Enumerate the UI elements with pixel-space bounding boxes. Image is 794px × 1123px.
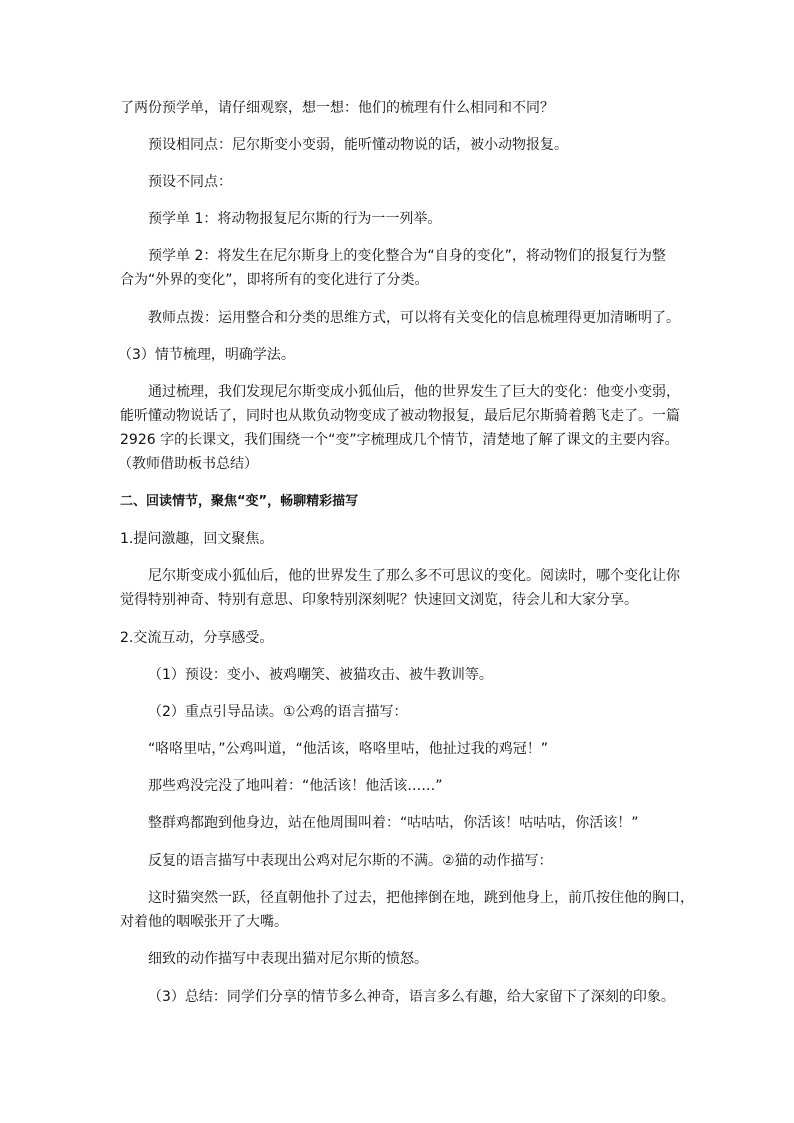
text-line: 了两份预学单，请仔细观察，想一想：他们的梳理有什么相同和不同？ (120, 100, 554, 116)
text-line: 预学单 1：将动物报复尼尔斯的行为一一列举。 (148, 211, 442, 227)
text-line: （3）总结：同学们分享的情节多么神奇，语言多么有趣，给大家留下了深刻的印象。 (148, 989, 675, 1005)
text-line: 尼尔斯变成小狐仙后，他的世界发生了那么多不可思议的变化。阅读时，哪个变化让你 (148, 568, 680, 584)
text-line: 反复的语言描写中表现出公鸡对尼尔斯的不满。②猫的动作描写： (148, 853, 553, 869)
text-line: 细致的动作描写中表现出猫对尼尔斯的愤怒。 (148, 951, 428, 967)
text-line: （1）预设：变小、被鸡嘲笑、被猫攻击、被牛教训等。 (148, 667, 493, 683)
quote-line: “咯咯里咕，”公鸡叫道，“他活该，咯咯里咕，他扯过我的鸡冠！” (148, 741, 549, 757)
text-line: 觉得特别神奇、特别有意思、印象特别深刻呢？快速回文浏览，待会儿和大家分享。 (120, 592, 638, 608)
text-line: 能听懂动物说话了，同时也从欺负动物变成了被动物报复，最后尼尔斯骑着鹅飞走了。一篇 (120, 408, 680, 424)
text-line: 教师点拨：运用整合和分类的思维方式，可以将有关变化的信息梳理得更加清晰明了。 (148, 310, 680, 326)
text-line: （教师借助板书总结） (118, 456, 258, 472)
text-line: 2926 字的长课文，我们围绕一个“变”字梳理成几个情节，清楚地了解了课文的主要内容。 (120, 432, 679, 448)
quote-line: 这时猫突然一跃，径直朝他扑了过去，把他摔倒在地，跳到他身上，前爪按住他的胸口， (148, 890, 694, 906)
subheading: （3）情节梳理，明确学法。 (118, 347, 295, 363)
text-line: 预设不同点： (148, 174, 232, 190)
quote-line: 对着他的咽喉张开了大嘴。 (120, 914, 288, 930)
text-line: 通过梳理，我们发现尼尔斯变成小狐仙后，他的世界发生了巨大的变化：他变小变弱， (148, 384, 680, 400)
text-line: 预学单 2：将发生在尼尔斯身上的变化整合为“自身的变化”，将动物们的报复行为整 (148, 248, 666, 264)
section-heading: 二、回读情节，聚焦“变”，畅聊精彩描写 (120, 494, 359, 509)
text-line: 预设相同点：尼尔斯变小变弱，能听懂动物说的话，被小动物报复。 (148, 137, 568, 153)
quote-line: 整群鸡都跑到他身边，站在他周围叫着：“咕咕咕，你活该！咕咕咕，你活该！” (148, 815, 639, 831)
quote-line: 那些鸡没完没了地叫着：“他活该！他活该……” (148, 778, 443, 794)
text-line: 合为“外界的变化”，即将所有的变化进行了分类。 (120, 272, 429, 288)
subheading: 1.提问激趣，回文聚焦。 (120, 531, 274, 547)
subheading: 2.交流互动，分享感受。 (120, 630, 274, 646)
text-line: （2）重点引导品读。①公鸡的语言描写： (148, 704, 408, 720)
